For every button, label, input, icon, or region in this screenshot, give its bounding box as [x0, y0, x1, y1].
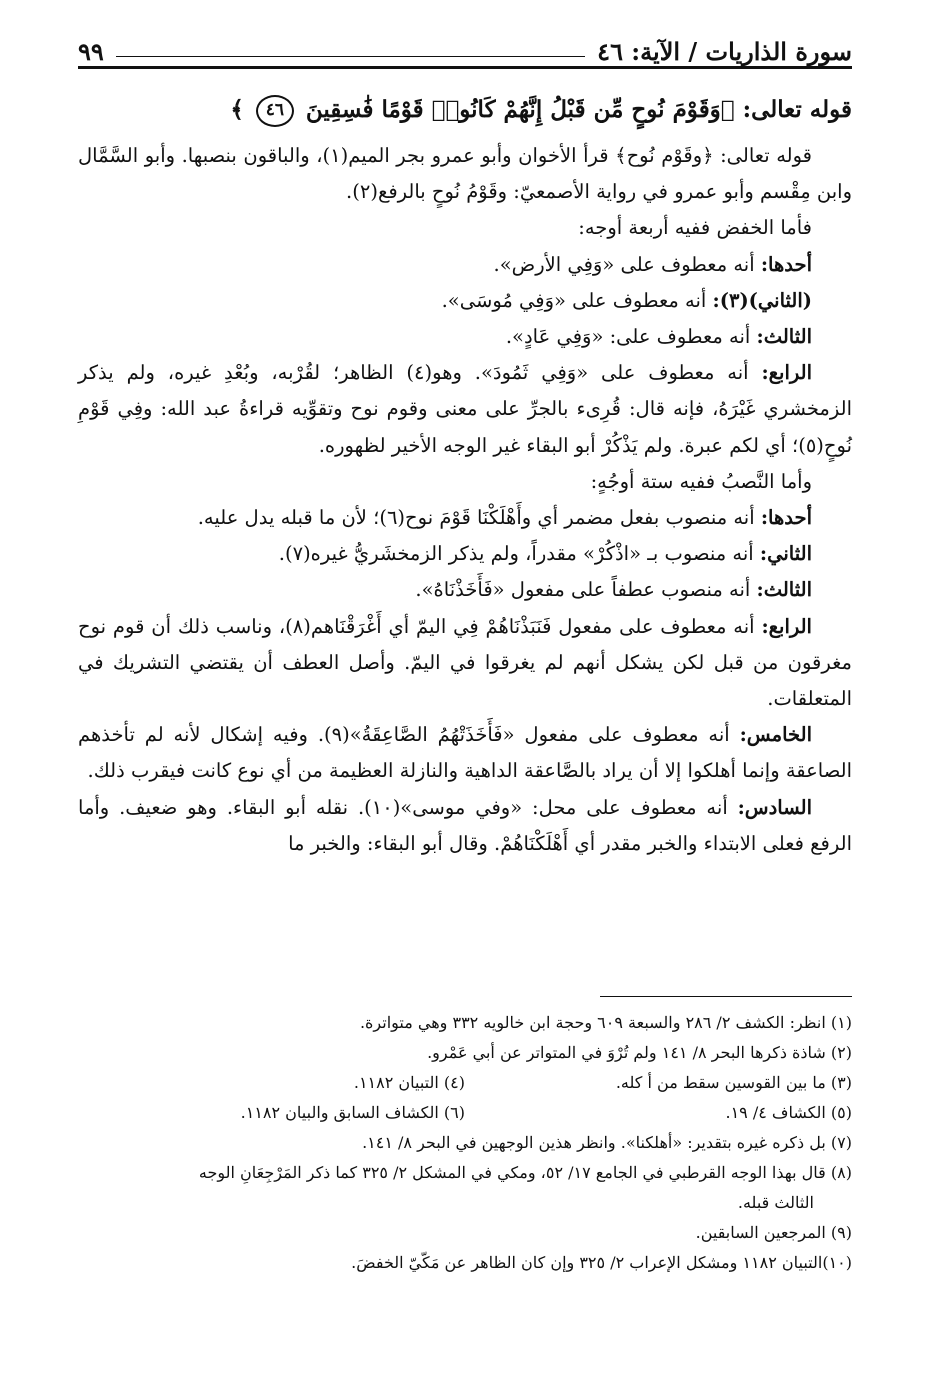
- item-text: أنه معطوف على مفعول «فَأَخَذَتْهُمُ الصَّاعِقَةُ»(٩). وفيه إشكال لأنه لم تأخذهم الصاعقة وإنما أهلكوا إلا أن يراد بالصَّاعقة الداهية والنازلة العظيمة من أي نوع كانت فيقرب ذلك.: [78, 723, 852, 783]
- jar-item: [78, 247, 852, 283]
- verse-text: قوله تعالى: ﴿وَقَوْمَ نُوحٍ مِّن قَبْلُ إِنَّهُمْ كَانُوا۟ قَوْمًا فَٰسِقِينَ: [305, 96, 852, 123]
- page-number: ٩٩: [78, 37, 104, 66]
- item-label: الثاني:: [759, 542, 812, 566]
- jar-item: [78, 283, 852, 319]
- footnote-item: (٥) الكشاف ٤/ ١٩.: [725, 1103, 852, 1122]
- item-text: أنه منصوب بـ «اذْكُرْ» مقدراً، ولم يذكر الزمخشَريُّ غيره(٧).: [278, 542, 760, 566]
- nasb-item: [78, 717, 852, 789]
- nasb-item: [78, 609, 852, 718]
- nasb-item: [78, 790, 852, 862]
- item-label: الثالث:: [756, 325, 812, 349]
- item-text: أنه معطوف على مفعول فَنَبَذْنَاهُمْ فِي اليمّ أي أَغْرَقْنَاهم(٨)، وناسب ذلك أن قوم نوح مغرقون من قبل لكن يشكل أنهم لم يغرقوا في اليمّ. وأصل العطف أن يقتضي التشريك في المتعلقات.: [78, 614, 852, 711]
- nasb-item: [78, 572, 852, 608]
- paragraph-nasb-intro: وأما النَّصبُ ففيه ستة أوجُهٍ:: [590, 469, 812, 493]
- item-label: السادس:: [737, 795, 812, 819]
- verse-number: ٤٦: [256, 95, 294, 127]
- item-label: الرابع:: [761, 614, 812, 638]
- item-text: أنه معطوف على «وَفِي مُوسَى».: [441, 288, 713, 312]
- footnote-row: [78, 1068, 852, 1098]
- item-text: أنه معطوف على «وَفِي الأرض».: [493, 252, 761, 276]
- footnote-item: (٦) الكشاف السابق والبيان ١١٨٢.: [240, 1103, 465, 1122]
- footnote-item: (٨) قال بهذا الوجه القرطبي في الجامع ١٧/ ٥٢، ومكي في المشكل ٢/ ٣٢٥ كما ذكر المَرْجِعَانِ الوجه: [198, 1163, 852, 1182]
- item-label: الخامس:: [739, 723, 812, 747]
- header-rule: [116, 56, 585, 57]
- item-text: أنه معطوف على «وَفِي ثَمُودَ». وهو(٤) الظاهر؛ لقُرْبه، وبُعْدِ غيره، ولم يذكر الزمخشري غَيْرَهُ، فإنه قال: قُرِىء بالجرِّ على معنى وقوم نوح وتقوِّيه قراءةُ عبد الله: وفِي قَوْمِ نُوحٍ(٥)؛ أي لكم عبرة. ولم يَذْكُرْ أبو البقاء غير الوجه الأخير لظهوره.: [78, 361, 852, 457]
- footnote-item: (١٠)التبيان ١١٨٢ ومشكل الإعراب ٢/ ٣٢٥ وإن كان الظاهر عن مَكّيّ الخفضَ.: [351, 1253, 852, 1272]
- item-text: أنه معطوف على محل: «وفي موسى»(١٠). نقله أبو البقاء. وهو ضعيف. وأما الرفع فعلى الابتداء والخبر مقدر أي أَهْلَكْنَاهُمْ. وقال أبو البقاء: والخبر ما: [78, 795, 852, 855]
- footnote-item: (٣) ما بين القوسين سقط من أ كله.: [615, 1073, 852, 1092]
- nasb-item: [78, 500, 852, 536]
- page-header: [78, 22, 852, 66]
- footnote-continuation: الثالث قبله.: [737, 1193, 814, 1212]
- item-label: أحدها:: [760, 252, 812, 276]
- jar-item: [78, 319, 852, 355]
- item-text: أنه منصوب عطفاً على مفعول «فَأَخَذْنَاهُ».: [415, 578, 757, 602]
- footnote-row: [78, 1098, 852, 1128]
- footnotes: [78, 1008, 852, 1278]
- item-label: الرابع:: [761, 361, 812, 385]
- verse-close-bracket: ﴾: [230, 96, 244, 123]
- header-divider: [78, 66, 852, 69]
- footnote-separator: [600, 996, 852, 997]
- nasb-item: [78, 536, 852, 572]
- verse-line: [78, 88, 852, 132]
- footnote-item: (١) انظر: الكشف ٢/ ٢٨٦ والسبعة ٦٠٩ وحجة ابن خالويه ٣٣٢ وهي متواترة.: [359, 1013, 852, 1032]
- footnote-item: (٢) شاذة ذكرها البحر ٨/ ١٤١ ولم تُرْوَ في المتواتر عن أبي عَمْرو.: [427, 1043, 852, 1062]
- item-text: أنه منصوب بفعل مضمر أي وأَهْلَكْنَا قَوْمَ نوح(٦)؛ لأن ما قبله يدل عليه.: [197, 506, 761, 530]
- paragraph-jar-intro: فأما الخفض ففيه أربعة أوجه:: [578, 216, 812, 240]
- paragraph-readings: قوله تعالى: ﴿وقَوْم نُوح﴾ قرأ الأخوان وأبو عمرو بجر الميم(١)، والباقون بنصبها. وأبو السَّمَّال وابن مِقْسم وأبو عمرو في رواية الأصمعيّ: وقَوْمُ نُوحٍ بالرفع(٢).: [78, 144, 852, 204]
- surah-title: سورة الذاريات / الآية: ٤٦: [597, 37, 852, 66]
- footnote-item: (٩) المرجعين السابقين.: [695, 1223, 852, 1242]
- item-text: أنه معطوف على: «وَفِي عَادٍ».: [505, 325, 757, 349]
- footnote-item: (٧) بل ذكره غيره بتقدير: «أهلكنا». وانظر هذين الوجهين في البحر ٨/ ١٤١.: [362, 1133, 852, 1152]
- main-text: [78, 88, 852, 862]
- item-label: الثالث:: [756, 578, 812, 602]
- item-label: (الثاني)(٣):: [712, 288, 812, 312]
- item-label: أحدها:: [760, 506, 812, 530]
- footnote-item: (٤) التبيان ١١٨٢.: [353, 1073, 465, 1092]
- jar-item: [78, 355, 852, 464]
